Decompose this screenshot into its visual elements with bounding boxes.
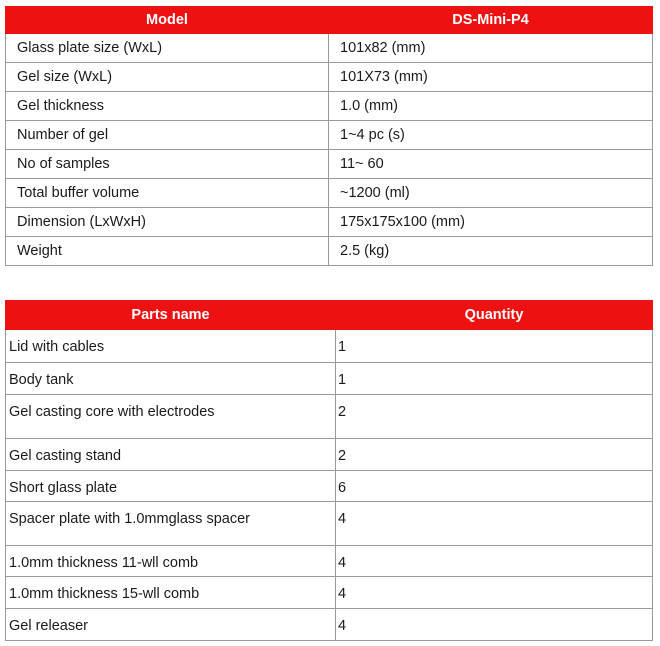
parts-row: [6, 577, 653, 609]
spec-label: Dimension (LxWxH): [6, 208, 329, 237]
spec-row: [6, 34, 653, 63]
part-name: Body tank: [6, 363, 336, 395]
parts-row: [6, 471, 653, 502]
parts-table: [5, 300, 653, 641]
spec-label: Glass plate size (WxL): [6, 34, 329, 63]
part-name: Lid with cables: [6, 330, 336, 363]
spec-value: 1~4 pc (s): [329, 121, 653, 150]
spec-row: [6, 92, 653, 121]
parts-row: [6, 609, 653, 641]
parts-row: [6, 546, 653, 577]
part-quantity: 1: [336, 363, 653, 395]
spec-label: Total buffer volume: [6, 179, 329, 208]
specification-table: [5, 6, 653, 266]
part-name: Short glass plate: [6, 471, 336, 502]
spec-row: [6, 179, 653, 208]
parts-row: [6, 363, 653, 395]
parts-header-name: Parts name: [6, 301, 336, 330]
spec-label: Weight: [6, 237, 329, 266]
spec-row: [6, 121, 653, 150]
spec-row: [6, 208, 653, 237]
spec-label: Gel thickness: [6, 92, 329, 121]
spec-value: 101x82 (mm): [329, 34, 653, 63]
part-name: 1.0mm thickness 15-wll comb: [6, 577, 336, 609]
spec-value: 101X73 (mm): [329, 63, 653, 92]
spec-label: Gel size (WxL): [6, 63, 329, 92]
part-name: 1.0mm thickness 11-wll comb: [6, 546, 336, 577]
part-quantity: 6: [336, 471, 653, 502]
part-name: Gel casting stand: [6, 439, 336, 471]
spec-row: [6, 63, 653, 92]
part-quantity: 4: [336, 546, 653, 577]
parts-header-row: [6, 301, 653, 330]
spec-value: ~1200 (ml): [329, 179, 653, 208]
part-quantity: 1: [336, 330, 653, 363]
part-name: Gel releaser: [6, 609, 336, 641]
spec-value: 11~ 60: [329, 150, 653, 179]
spec-value: 1.0 (mm): [329, 92, 653, 121]
spec-row: [6, 150, 653, 179]
part-quantity: 2: [336, 439, 653, 471]
spec-label: Number of gel: [6, 121, 329, 150]
part-quantity: 4: [336, 577, 653, 609]
part-quantity: 4: [336, 502, 653, 546]
part-name: Spacer plate with 1.0mmglass spacer: [6, 502, 336, 546]
part-quantity: 2: [336, 395, 653, 439]
spec-header-row: [6, 7, 653, 34]
parts-row: [6, 502, 653, 546]
spec-header-model: Model: [6, 7, 329, 34]
spec-row: [6, 237, 653, 266]
spec-label: No of samples: [6, 150, 329, 179]
spec-header-model-value: DS-Mini-P4: [329, 7, 653, 34]
spec-value: 175x175x100 (mm): [329, 208, 653, 237]
part-name: Gel casting core with electrodes: [6, 395, 336, 439]
parts-row: [6, 395, 653, 439]
part-quantity: 4: [336, 609, 653, 641]
spec-value: 2.5 (kg): [329, 237, 653, 266]
parts-row: [6, 330, 653, 363]
parts-header-quantity: Quantity: [336, 301, 653, 330]
parts-row: [6, 439, 653, 471]
